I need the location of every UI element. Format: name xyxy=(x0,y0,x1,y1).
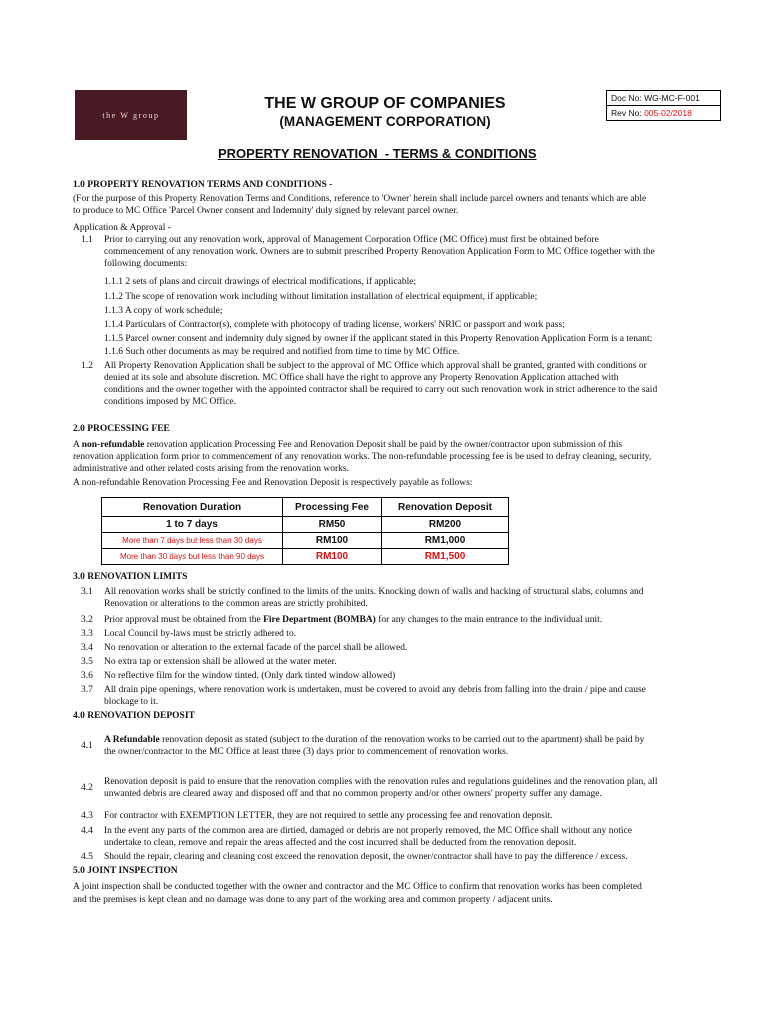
doc-no-value: WG-MC-F-001 xyxy=(644,93,700,103)
doc-no-row: Doc No: WG-MC-F-001 xyxy=(611,93,700,103)
section-5-heading: 5.0 JOINT INSPECTION xyxy=(73,866,178,876)
clause-1-1-line3: following documents: xyxy=(104,259,188,269)
rev-no-row: Rev No: 005-02/2018 xyxy=(607,105,720,120)
table-row xyxy=(102,517,509,533)
s1-intro-line1: (For the purpose of this Property Renovation Terms and Conditions, reference to 'Owner' herein shall include parcel owners and tenants which are able xyxy=(73,194,647,204)
table-cell: RM50 xyxy=(283,517,382,533)
clause-3-1-line1: All renovation works shall be strictly confined to the limits of the units. Knocking down of walls and hacking of structural slabs, columns and xyxy=(104,587,644,597)
table-header-cell: Renovation Duration xyxy=(102,498,283,517)
fee-table xyxy=(101,497,509,565)
s2-line2: renovation application form prior to commencement of any renovation works. The non-refundable processing fee is be used to defray cleaning, security, xyxy=(73,452,652,462)
clause-1-2-line1: All Property Renovation Application shall be subject to the approval of MC Office which approval shall be granted, granted with conditions or xyxy=(104,361,647,371)
clause-number: 3.1 xyxy=(81,587,93,597)
table-row xyxy=(102,533,509,549)
table-header-row xyxy=(102,498,509,517)
clause-number: 3.7 xyxy=(81,685,93,695)
list-item: 1.1.1 2 sets of plans and circuit drawings of electrical modifications, if applicable; xyxy=(104,277,417,287)
clause-4-2-line2: unwanted debris are cleared away and disposed off and that no common property and/or other owners' property suffer any damage. xyxy=(104,789,602,799)
s1-subheading: Application & Approval - xyxy=(73,223,171,233)
clause-4-4-line2: undertake to clean, remove and repair the areas affected and the cost incurred shall be deducted from the renovation deposit. xyxy=(104,838,577,848)
clause-4-2-line1: Renovation deposit is paid to ensure that the renovation complies with the renovation rules and regulations guidelines and the renovation plan, all xyxy=(104,777,658,787)
clause-3-7-line2: blockage to it. xyxy=(104,697,159,707)
clause-1-2-line2: denied at its sole and absolute discretion. MC Office shall have the right to approve any Property Renovation Application attached with xyxy=(104,373,619,383)
rev-no-value: 005-02/2018 xyxy=(644,108,692,118)
s1-intro-line2: to produce to MC Office 'Parcel Owner consent and Indemnity' duly signed by relevant parcel owner. xyxy=(73,206,459,216)
s5-line2: and the premises is kept clean and no damage was done to any part of the working area and common property / adjacent units. xyxy=(73,895,553,905)
section-4-heading: 4.0 RENOVATION DEPOSIT xyxy=(73,711,195,721)
clause-4-4-line1: In the event any parts of the common area are dirtied, damaged or debris are not properly removed, the MC Office shall without any notice xyxy=(104,826,632,836)
clause-4-1-line2: the owner/contractor to the MC Office at least three (3) days prior to commencement of renovation works. xyxy=(104,747,509,757)
clause-number: 1.2 xyxy=(81,361,93,371)
clause-1-2-line4: conditions imposed by MC Office. xyxy=(104,397,237,407)
company-subtitle: (MANAGEMENT CORPORATION) xyxy=(279,114,491,129)
clause-number: 3.4 xyxy=(81,643,93,653)
clause-3-2: Prior approval must be obtained from the Fire Department (BOMBA) for any changes to the main entrance to the individual unit. xyxy=(104,615,603,625)
clause-3-1-line2: Renovation or alterations to the common areas are strictly prohibited. xyxy=(104,599,368,609)
clause-number: 3.2 xyxy=(81,615,93,625)
table-header-cell: Processing Fee xyxy=(283,498,382,517)
clause-3-5: No extra tap or extension shall be allowed at the water meter. xyxy=(104,657,337,667)
s2-line3: administrative and other related costs arising from the renovation works. xyxy=(73,464,349,474)
table-cell: RM1,500 xyxy=(382,549,509,565)
list-item: 1.1.6 Such other documents as may be required and notified from time to time by MC Office. xyxy=(104,347,460,357)
logo-text: the W group xyxy=(102,110,160,120)
clause-4-1-line1: A Refundable renovation deposit as stated (subject to the duration of the renovation works to be carried out to the apartment) shall be paid by xyxy=(104,735,645,745)
clause-number: 3.3 xyxy=(81,629,93,639)
clause-3-7-line1: All drain pipe openings, where renovation work is undertaken, must be covered to avoid any debris from falling into the drain / pipe and cause xyxy=(104,685,646,695)
clause-number: 4.5 xyxy=(81,852,93,862)
clause-number: 3.6 xyxy=(81,671,93,681)
clause-number: 1.1 xyxy=(81,235,93,245)
table-cell: More than 30 days but less than 90 days xyxy=(102,549,283,565)
clause-3-6: No reflective film for the window tinted. (Only dark tinted window allowed) xyxy=(104,671,396,681)
table-row xyxy=(102,549,509,565)
clause-number: 4.4 xyxy=(81,826,93,836)
clause-number: 4.2 xyxy=(81,783,93,793)
clause-1-1-line2: commencement of any renovation work. Owners are to submit prescribed Property Renovation Application Form to MC Office together with the xyxy=(104,247,655,257)
clause-4-5: Should the repair, clearing and cleaning cost exceed the renovation deposit, the owner/contractor shall have to pay the difference / excess. xyxy=(104,852,628,862)
table-cell: More than 7 days but less than 30 days xyxy=(102,533,283,549)
clause-number: 4.1 xyxy=(81,741,93,751)
clause-3-4: No renovation or alteration to the external facade of the parcel shall be allowed. xyxy=(104,643,408,653)
table-cell: RM1,000 xyxy=(382,533,509,549)
table-cell: 1 to 7 days xyxy=(102,517,283,533)
list-item: 1.1.3 A copy of work schedule; xyxy=(104,306,223,316)
s5-line1: A joint inspection shall be conducted together with the owner and contractor and the MC Office to confirm that renovation works has been completed xyxy=(73,882,642,892)
section-3-heading: 3.0 RENOVATION LIMITS xyxy=(73,572,188,582)
s2-line4: A non-refundable Renovation Processing Fee and Renovation Deposit is respectively payable as follows: xyxy=(73,478,473,488)
clause-3-3: Local Council by-laws must be strictly adhered to. xyxy=(104,629,297,639)
table-header-cell: Renovation Deposit xyxy=(382,498,509,517)
company-name: THE W GROUP OF COMPANIES xyxy=(264,95,506,112)
section-2-heading: 2.0 PROCESSING FEE xyxy=(73,424,170,434)
s2-line1: A non-refundable renovation application Processing Fee and Renovation Deposit shall be paid by the owner/contractor upon submission of this xyxy=(73,440,623,450)
list-item: 1.1.4 Particulars of Contractor(s), complete with photocopy of trading license, workers' NRIC or passport and work pass; xyxy=(104,320,565,330)
table-cell: RM100 xyxy=(283,549,382,565)
document-title: PROPERTY RENOVATION - TERMS & CONDITIONS xyxy=(218,146,537,161)
table-cell: RM100 xyxy=(283,533,382,549)
section-1-heading: 1.0 PROPERTY RENOVATION TERMS AND CONDITIONS - xyxy=(73,180,333,190)
table-cell: RM200 xyxy=(382,517,509,533)
clause-number: 3.5 xyxy=(81,657,93,667)
clause-1-1-line1: Prior to carrying out any renovation work, approval of Management Corporation Office (MC Office) must first be obtained before xyxy=(104,235,599,245)
document-info-box xyxy=(606,90,721,121)
clause-4-3: For contractor with EXEMPTION LETTER, they are not required to settle any processing fee and renovation deposit. xyxy=(104,811,553,821)
clause-1-2-line3: conditions and the owner together with the appointed contractor shall be required to carry out such renovation work in strict adherence to the said xyxy=(104,385,658,395)
list-item: 1.1.2 The scope of renovation work including without limitation installation of electrical equipment, if applicable; xyxy=(104,292,538,302)
company-logo xyxy=(75,90,187,140)
clause-number: 4.3 xyxy=(81,811,93,821)
list-item: 1.1.5 Parcel owner consent and indemnity duly signed by owner if the applicant stated in this Property Renovation Application Form is a tenant; xyxy=(104,334,653,344)
